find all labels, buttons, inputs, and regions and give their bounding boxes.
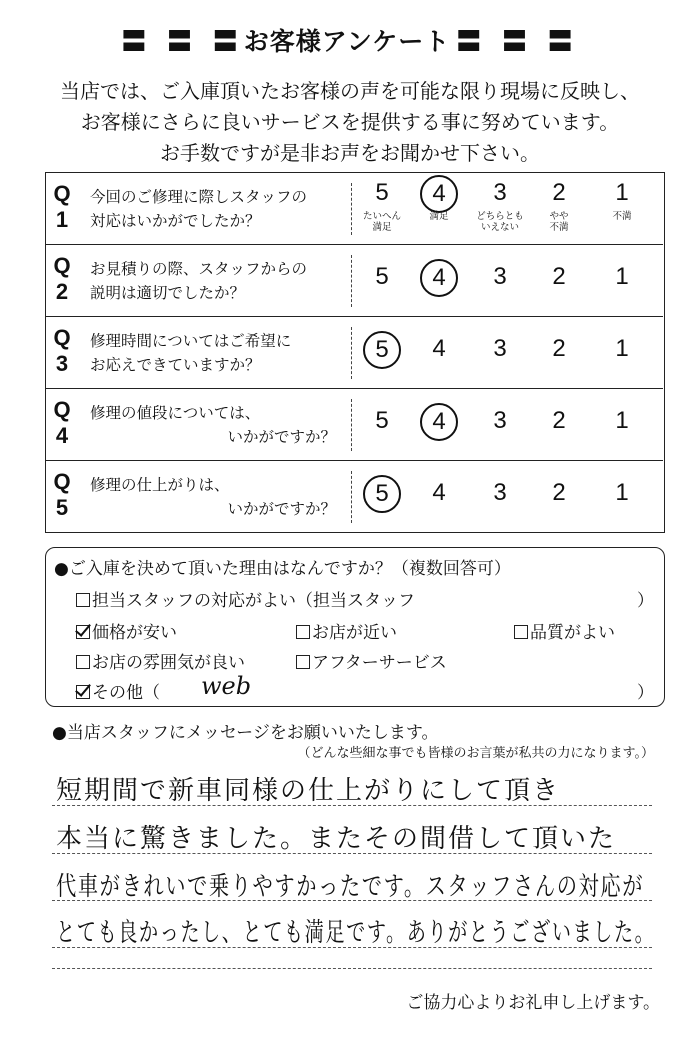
question-text [90,329,340,377]
rating-option[interactable]: 1 [615,179,629,206]
question-n: 1 [55,207,69,232]
question-line: 今回のご修理に際しスタッフの [90,188,308,206]
checkbox[interactable] [76,655,90,669]
handwritten-line: 代車がきれいで乗りやすかったです。スタッフさんの対応が [56,872,645,902]
option-near[interactable] [296,618,397,643]
option-after-service[interactable] [296,648,447,673]
scale-label-line: 満足 [429,211,449,222]
option-label: 価格が安い [92,623,177,643]
question-number [50,469,74,521]
question-table [45,172,665,533]
other-handwritten: web [201,672,252,700]
question-row [46,317,663,389]
option-label: 品質がよい [530,623,615,643]
rating-option[interactable]: 5 [375,179,389,206]
rating-option[interactable]: 3 [493,479,507,506]
intro-line: お客様にさらに良いサービスを提供する事に努めています。 [80,110,620,134]
question-text [90,473,340,521]
intro-text [20,76,680,169]
question-line: 修理時間についてはご希望に [90,332,292,350]
rating-scale [356,173,663,245]
question-line: 修理の値段については、 [90,404,261,422]
checkbox[interactable] [296,625,310,639]
intro-line: お手数ですが是非お声をお聞かせ下さい。 [160,141,540,165]
option-label: その他（ [92,683,160,703]
scale-label-line: どちらとも [476,211,524,222]
writing-line [52,805,652,806]
message-heading: ●当店スタッフにメッセージをお願いいたします。 [52,723,439,743]
checkbox[interactable] [296,655,310,669]
divider [351,183,352,235]
reason-box [45,547,665,707]
option-label: お店の雰囲気が良い [92,653,245,673]
checkbox-checked[interactable] [76,685,90,699]
rating-option-selected[interactable]: 5 [356,479,408,513]
scale-label [531,211,587,233]
scale-label-line: やや [549,211,569,222]
scale-label [594,211,650,222]
rating-option[interactable]: 3 [493,179,507,206]
question-number [50,397,74,449]
question-q: Q [53,325,71,350]
survey-title [0,22,700,58]
question-text [90,185,340,233]
question-text [90,401,340,449]
rating-option[interactable]: 2 [552,179,566,206]
checkbox[interactable] [76,593,90,607]
question-row [46,173,663,245]
handwritten-line: 短期間で新車同様の仕上がりにして頂き [56,776,561,806]
question-n: 2 [55,279,69,304]
divider [351,327,352,379]
divider [351,399,352,451]
divider [351,255,352,307]
question-q: Q [53,181,71,206]
rating-scale [356,245,663,317]
checkbox-checked[interactable] [76,625,90,639]
question-number [50,253,74,305]
question-number [50,325,74,377]
handwritten-line: とても良かったし、とても満足です。ありがとうございました。 [56,918,656,948]
scale-label [411,211,467,222]
rating-option[interactable]: 1 [615,407,629,434]
rating-scale [356,389,663,461]
question-row [46,461,663,533]
checkbox[interactable] [514,625,528,639]
question-line: 修理の仕上がりは、 [90,476,230,494]
question-q: Q [53,397,71,422]
rating-option[interactable]: 2 [552,407,566,434]
option-label: 担当スタッフの対応がよい（担当スタッフ [92,591,415,611]
closing-text: ご協力心よりお礼申し上げます。 [406,993,660,1013]
title-decoration-right: 〓 〓 〓 [456,27,579,56]
option-label: アフターサービス [312,653,447,673]
rating-option[interactable]: 5 [375,407,389,434]
question-line: いかがですか？ [227,500,336,518]
rating-option[interactable]: 1 [615,263,629,290]
option-label: お店が近い [312,623,397,643]
option-staff[interactable] [76,586,415,611]
rating-option-selected[interactable]: 4 [413,407,465,441]
question-line: いかがですか？ [227,428,336,446]
message-note: （どんな些細な事でも皆様のお言葉が私共の力になります。） [297,746,654,761]
rating-option[interactable]: 4 [432,479,446,506]
scale-label-line: 不満 [612,211,632,222]
question-n: 3 [55,351,69,376]
question-n: 5 [55,495,69,520]
writing-line [52,900,652,901]
question-line: お見積りの際、スタッフからの [90,260,308,278]
scale-label [472,211,528,233]
rating-scale [356,317,663,389]
title-decoration-left: 〓 〓 〓 [121,27,244,56]
option-price[interactable] [76,618,177,643]
question-line: 対応はいかがでしたか？ [90,212,261,230]
close-paren-other: ） [637,683,654,703]
option-other[interactable] [76,678,160,703]
writing-line [52,947,652,948]
question-number [50,181,74,233]
rating-option-selected[interactable]: 5 [356,335,408,369]
rating-option[interactable]: 1 [615,335,629,362]
writing-line [52,853,652,854]
question-q: Q [53,469,71,494]
question-row [46,389,663,461]
reason-heading: ●ご入庫を決めて頂いた理由はなんですか？（複数回答可） [54,559,511,579]
scale-label-line: 不満 [549,222,569,233]
rating-option[interactable]: 2 [552,263,566,290]
question-line: お応えできていますか？ [90,356,261,374]
rating-option-selected[interactable]: 4 [413,263,465,297]
rating-option[interactable]: 1 [615,479,629,506]
question-text [90,257,340,305]
rating-option[interactable]: 2 [552,479,566,506]
option-atmosphere[interactable] [76,648,245,673]
title-text: お客様アンケート [243,27,451,56]
rating-option[interactable]: 2 [552,335,566,362]
rating-option-selected[interactable]: 4 [413,179,465,213]
close-paren: ） [637,591,654,611]
rating-option[interactable]: 3 [493,407,507,434]
rating-option[interactable]: 4 [432,335,446,362]
divider [351,471,352,523]
writing-line [52,968,652,969]
scale-label [354,211,410,233]
question-q: Q [53,253,71,278]
option-quality[interactable] [514,618,615,643]
scale-label-line: たいへん [362,211,401,222]
question-n: 4 [55,423,69,448]
question-row [46,245,663,317]
handwritten-line: 本当に驚きました。またその間借して頂いた [56,824,617,854]
rating-option[interactable]: 5 [375,263,389,290]
scale-label-line: 満足 [372,222,392,233]
scale-label-line: いえない [480,222,519,233]
rating-option[interactable]: 3 [493,263,507,290]
question-line: 説明は適切でしたか？ [90,284,246,302]
rating-option[interactable]: 3 [493,335,507,362]
rating-scale [356,461,663,533]
intro-line: 当店では、ご入庫頂いたお客様の声を可能な限り現場に反映し、 [60,79,640,103]
